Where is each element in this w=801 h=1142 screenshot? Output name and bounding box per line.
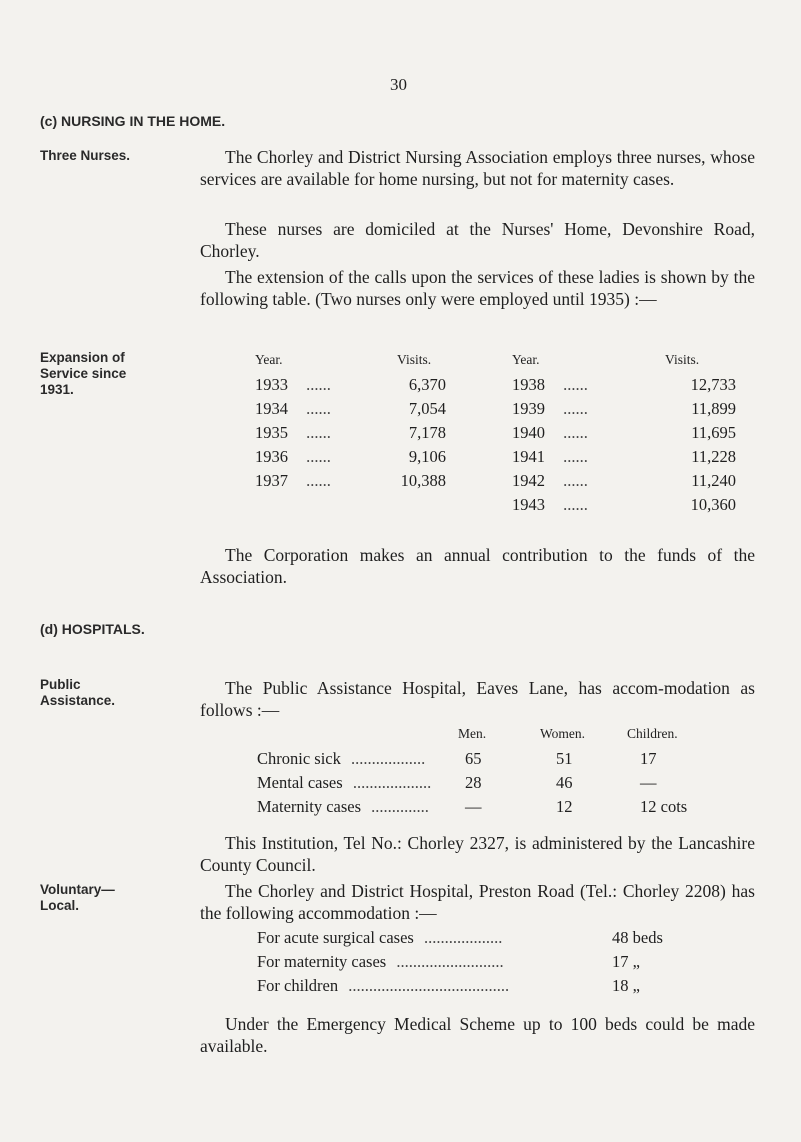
children-cell: 12 cots [640,797,688,816]
table-row [257,773,431,793]
table-row [255,375,331,395]
leader-dots: ...... [306,423,331,442]
year-cell: 1937 [255,471,288,490]
section-d-heading: (d) HOSPITALS. [40,621,145,637]
visits-cell: 12,733 [690,375,736,394]
year-cell: 1934 [255,399,288,418]
leader-dots: ...... [306,399,331,418]
leader-dots: ...... [563,495,588,514]
sidebar-public-line: Public [40,677,81,692]
visits-cell: 10,360 [690,495,736,514]
header-men: Men. [458,726,487,741]
hospital-para-2: This Institution, Tel No.: Chorley 2327, is administered by the Lancashire County Council. [200,833,755,875]
table-row [512,423,588,443]
sidebar-three-nurses: Three Nurses. [40,148,131,163]
header-visits-left: Visits. [397,352,432,367]
leader-dots: ...... [563,375,588,394]
table-row [255,423,331,443]
row-label: Mental cases [257,773,343,792]
men-cell: 28 [465,773,482,792]
list-item [257,976,509,996]
row-label: Maternity cases [257,797,362,816]
sidebar-expansion-line: 1931. [40,382,74,397]
header-year-right: Year. [512,352,540,367]
sidebar-voluntary-local [40,882,115,914]
women-cell: 46 [556,773,573,792]
bed-label: For children [257,976,339,995]
table-row [512,495,588,515]
bed-value: 48 beds [612,928,663,947]
children-cell: 17 [640,749,657,768]
visits-cell: 11,899 [691,399,736,418]
header-women: Women. [540,726,586,741]
leader-dots: ...... [306,447,331,466]
visits-cell: 11,695 [691,423,736,442]
leader-dots: .............. [371,797,429,816]
table-row [512,375,588,395]
leader-dots: ...... [306,375,331,394]
year-cell: 1941 [512,447,545,466]
sidebar-expansion-line: Service since [40,366,127,381]
visits-cell: 9,106 [408,447,446,466]
nursing-para-2: These nurses are domiciled at the Nurses' Home, Devonshire Road, Chorley. [200,219,755,261]
table-row [257,797,429,817]
children-cell: — [640,773,657,792]
table-row [512,471,588,491]
men-cell: — [465,797,482,816]
leader-dots: ...... [563,423,588,442]
visits-cell: 6,370 [408,375,446,394]
hospital-para-3: The Chorley and District Hospital, Preston Road (Tel.: Chorley 2208) has the following accommodation :— [200,881,755,923]
women-cell: 51 [556,749,573,768]
list-item [257,928,502,948]
leader-dots: ................... [352,773,432,792]
visits-cell: 7,054 [408,399,446,418]
section-c-heading: (c) NURSING IN THE HOME. [40,113,226,129]
table-row [255,399,331,419]
visits-cell: 11,240 [691,471,736,490]
table-row [255,447,331,467]
leader-dots: .................. [351,749,426,768]
visits-cell: 11,228 [691,447,736,466]
leader-dots: ...... [563,399,588,418]
bed-value: 17 „ [612,952,640,971]
nursing-para-4: The Corporation makes an annual contribution to the funds of the Association. [200,545,755,587]
year-cell: 1940 [512,423,545,442]
header-children: Children. [627,726,678,741]
year-cell: 1936 [255,447,288,466]
year-cell: 1943 [512,495,545,514]
year-cell: 1938 [512,375,545,394]
page-number: 30 [390,75,407,94]
leader-dots: ....................................... [348,976,510,995]
sidebar-voluntary-line: Local. [40,898,80,913]
leader-dots: ...... [563,447,588,466]
sidebar-public-assistance [40,677,115,709]
leader-dots: ...... [306,471,331,490]
men-cell: 65 [465,749,482,768]
year-cell: 1933 [255,375,288,394]
table-row [255,471,331,491]
bed-label: For maternity cases [257,952,387,971]
leader-dots: ................... [423,928,503,947]
year-cell: 1935 [255,423,288,442]
sidebar-voluntary-line: Voluntary— [40,882,115,897]
visits-cell: 7,178 [408,423,446,442]
list-item [257,952,504,972]
bed-label: For acute surgical cases [257,928,414,947]
sidebar-public-line: Assistance. [40,693,116,708]
header-year-left: Year. [255,352,283,367]
table-row [512,447,588,467]
visits-cell: 10,388 [400,471,446,490]
leader-dots: .......................... [396,952,504,971]
header-visits-right: Visits. [665,352,700,367]
women-cell: 12 [556,797,573,816]
year-cell: 1939 [512,399,545,418]
nursing-para-3: The extension of the calls upon the services of these ladies is shown by the following table. (Two nurses only were employed until 1935) :— [200,267,755,309]
table-row [512,399,588,419]
row-label: Chronic sick [257,749,341,768]
leader-dots: ...... [563,471,588,490]
sidebar-expansion [40,350,126,398]
hospital-para-4: Under the Emergency Medical Scheme up to 100 beds could be made available. [200,1014,755,1056]
hospital-para-1: The Public Assistance Hospital, Eaves Lane, has accom-modation as follows :— [200,678,755,720]
table-row [257,749,425,769]
bed-value: 18 „ [612,976,640,995]
nursing-para-1: The Chorley and District Nursing Association employs three nurses, whose services are available for home nursing, but not for maternity cases. [200,147,755,189]
sidebar-expansion-line: Expansion of [40,350,125,365]
year-cell: 1942 [512,471,545,490]
